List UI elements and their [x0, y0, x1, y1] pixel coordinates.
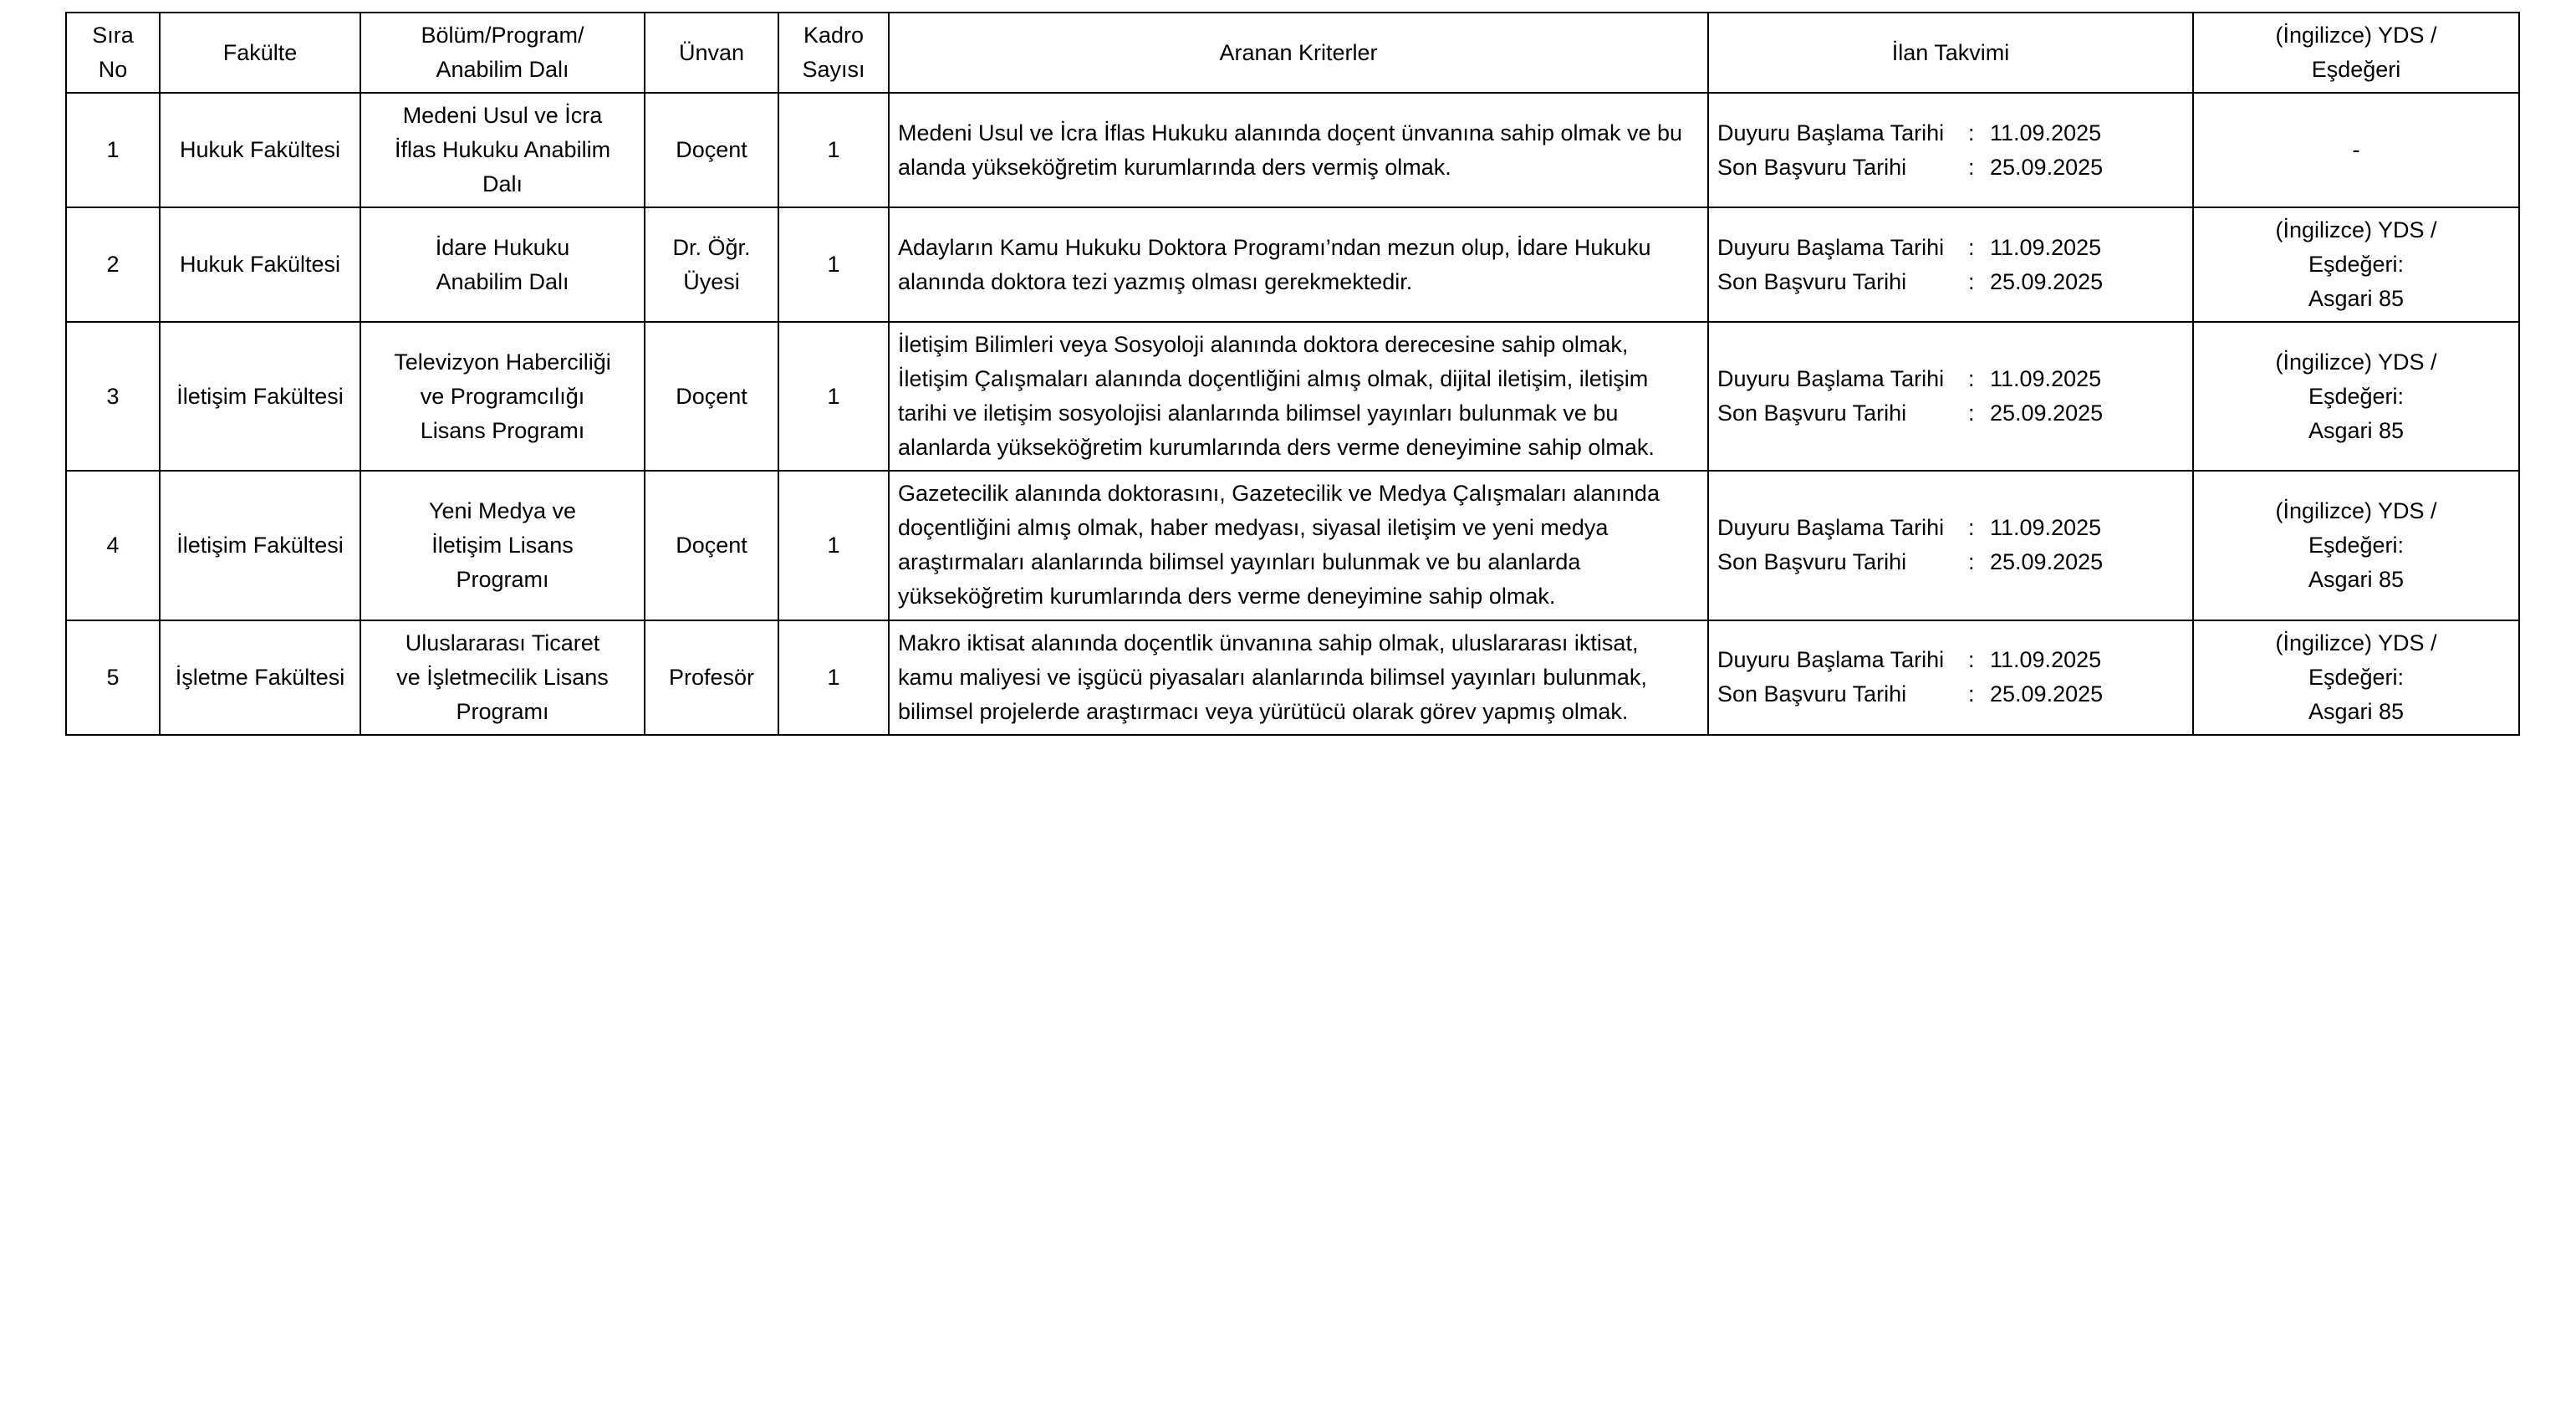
takvim-separator: : — [1968, 681, 1975, 707]
takvim-line — [1717, 265, 2184, 299]
cell-fakulte-line: İşletme Fakültesi — [175, 664, 345, 690]
cell-unvan-line: Doçent — [676, 383, 747, 409]
header-cell-sira-no-line: Sıra — [92, 23, 134, 48]
cell-unvan-line: Profesör — [668, 664, 755, 690]
header-cell-ilan-takvimi-line: İlan Takvimi — [1891, 39, 2010, 65]
takvim-label: Duyuru Başlama Tarihi — [1717, 647, 1945, 673]
cell-ilan-takvimi — [1708, 207, 2193, 322]
cell-yds-esdegeri-line: Eşdeğeri: — [2308, 252, 2405, 278]
cell-yds-esdegeri-line: Asgari 85 — [2308, 286, 2405, 312]
cell-fakulte — [160, 322, 360, 471]
header-cell-yds-esdegeri-line: (İngilizce) YDS / — [2275, 23, 2437, 48]
takvim-line — [1717, 231, 2184, 265]
cell-ilan-takvimi — [1708, 322, 2193, 471]
takvim-date: 11.09.2025 — [1990, 647, 2102, 673]
takvim-separator: : — [1968, 154, 1975, 180]
cell-bolum-program — [360, 471, 645, 620]
takvim-label: Duyuru Başlama Tarihi — [1717, 120, 1945, 145]
takvim-date: 11.09.2025 — [1990, 234, 2102, 260]
cell-bolum-program-line: Medeni Usul ve İcra — [402, 103, 603, 129]
takvim-line — [1717, 396, 2184, 431]
kriter-paragraph: Gazetecilik alanında doktorasını, Gazetecilik ve Medya Çalışmaları alanında doçentliğini almış olmak, haber medyası, siyasal iletişim ve yeni medya araştırmaları alanlarında bilimsel yayınları bulunmak ve bu alanlarda yükseköğretim kurumlarında ders verme deneyimine sahip olmak. — [898, 481, 1660, 610]
takvim-date: 11.09.2025 — [1990, 515, 2102, 541]
header-cell-sira-no — [66, 13, 160, 93]
cell-yds-esdegeri-line: Eşdeğeri: — [2308, 532, 2405, 558]
cell-aranan-kriterler — [889, 620, 1708, 735]
cell-sira-no: 2 — [66, 207, 160, 322]
cell-yds-esdegeri — [2193, 322, 2519, 471]
takvim-separator: : — [1968, 268, 1975, 294]
cell-bolum-program-line: Televizyon Haberciliği — [394, 349, 611, 375]
cell-aranan-kriterler — [889, 93, 1708, 207]
cell-yds-esdegeri-line: Asgari 85 — [2308, 698, 2405, 724]
takvim-label: Son Başvuru Tarihi — [1717, 268, 1907, 294]
header-cell-ilan-takvimi — [1708, 13, 2193, 93]
header-cell-kadro-sayisi-line: Sayısı — [802, 57, 865, 83]
cell-bolum-program — [360, 620, 645, 735]
header-cell-sira-no-line: No — [98, 57, 128, 83]
cell-bolum-program — [360, 207, 645, 322]
table-header — [66, 13, 2519, 93]
cell-unvan-line: Üyesi — [683, 268, 740, 294]
cell-kadro-sayisi: 1 — [778, 322, 889, 471]
table-row — [66, 207, 2519, 322]
cell-sira-no: 4 — [66, 471, 160, 620]
cell-bolum-program-line: Dalı — [482, 171, 523, 197]
cell-fakulte — [160, 207, 360, 322]
cell-bolum-program-line: Lisans Programı — [420, 417, 585, 443]
cell-sira-no: 5 — [66, 620, 160, 735]
header-cell-unvan — [645, 13, 778, 93]
cell-bolum-program-line: İdare Hukuku — [435, 234, 570, 260]
cell-unvan-line: Doçent — [676, 532, 747, 558]
cell-unvan — [645, 207, 778, 322]
cell-fakulte-line: İletişim Fakültesi — [176, 532, 344, 558]
cell-yds-esdegeri-line: (İngilizce) YDS / — [2275, 217, 2437, 243]
akademik-kadro-ilan-tablosu — [65, 12, 2520, 736]
takvim-date: 25.09.2025 — [1990, 154, 2104, 180]
header-cell-kadro-sayisi-line: Kadro — [803, 23, 865, 48]
takvim-label: Duyuru Başlama Tarihi — [1717, 366, 1945, 392]
cell-bolum-program-line: ve İşletmecilik Lisans — [396, 664, 609, 690]
takvim-date: 11.09.2025 — [1990, 120, 2102, 145]
cell-bolum-program-line: ve Programcılığı — [420, 383, 585, 409]
takvim-line — [1717, 677, 2184, 712]
cell-yds-esdegeri-line: (İngilizce) YDS / — [2275, 497, 2437, 523]
takvim-line — [1717, 643, 2184, 677]
header-cell-yds-esdegeri — [2193, 13, 2519, 93]
takvim-line — [1717, 362, 2184, 396]
cell-unvan — [645, 322, 778, 471]
takvim-date: 11.09.2025 — [1990, 366, 2102, 392]
header-row — [66, 13, 2519, 93]
takvim-date: 25.09.2025 — [1990, 400, 2104, 426]
takvim-label: Son Başvuru Tarihi — [1717, 400, 1907, 426]
cell-bolum-program-line: Yeni Medya ve — [428, 497, 577, 523]
header-cell-kadro-sayisi — [778, 13, 889, 93]
takvim-separator: : — [1968, 647, 1975, 673]
cell-ilan-takvimi — [1708, 93, 2193, 207]
cell-bolum-program — [360, 322, 645, 471]
takvim-label: Duyuru Başlama Tarihi — [1717, 234, 1945, 260]
cell-yds-esdegeri — [2193, 620, 2519, 735]
cell-fakulte-line: Hukuk Fakültesi — [179, 137, 341, 163]
cell-bolum-program-line: Programı — [456, 698, 549, 724]
cell-bolum-program-line: İletişim Lisans — [431, 532, 574, 558]
takvim-label: Son Başvuru Tarihi — [1717, 549, 1907, 575]
cell-aranan-kriterler — [889, 471, 1708, 620]
table-body — [66, 93, 2519, 735]
takvim-date: 25.09.2025 — [1990, 268, 2104, 294]
takvim-line — [1717, 150, 2184, 185]
cell-unvan — [645, 471, 778, 620]
table-row — [66, 620, 2519, 735]
cell-yds-esdegeri-line: (İngilizce) YDS / — [2275, 349, 2437, 375]
table-row — [66, 93, 2519, 207]
cell-bolum-program-line: Anabilim Dalı — [436, 268, 569, 294]
cell-yds-esdegeri-line: Eşdeğeri: — [2308, 383, 2405, 409]
cell-unvan-line: Dr. Öğr. — [672, 234, 751, 260]
cell-unvan — [645, 620, 778, 735]
header-cell-bolum-program-anabilim-dali-line: Anabilim Dalı — [436, 57, 569, 83]
takvim-line — [1717, 545, 2184, 579]
kriter-paragraph: Adayların Kamu Hukuku Doktora Programı’ndan mezun olup, İdare Hukuku alanında doktora tezi yazmış olması gerekmektedir. — [898, 234, 1651, 294]
cell-ilan-takvimi — [1708, 471, 2193, 620]
cell-sira-no: 3 — [66, 322, 160, 471]
cell-kadro-sayisi: 1 — [778, 471, 889, 620]
cell-unvan — [645, 93, 778, 207]
header-cell-unvan-line: Ünvan — [678, 39, 745, 65]
takvim-line — [1717, 511, 2184, 545]
cell-bolum-program-line: İflas Hukuku Anabilim — [394, 137, 611, 163]
table-row — [66, 322, 2519, 471]
kriter-paragraph: Makro iktisat alanında doçentlik ünvanına sahip olmak, uluslararası iktisat, kamu maliyesi ve işgücü piyasaları alanlarında bilimsel yayınları bulunmak, bilimsel projelerde araştırmacı veya yürütücü olarak görev yapmış olmak. — [898, 630, 1647, 724]
cell-sira-no: 1 — [66, 93, 160, 207]
cell-yds-esdegeri-line: Eşdeğeri: — [2308, 664, 2405, 690]
cell-yds-esdegeri-line: - — [2352, 137, 2360, 163]
cell-bolum-program-line: Programı — [456, 566, 549, 592]
takvim-label: Son Başvuru Tarihi — [1717, 681, 1907, 707]
cell-aranan-kriterler — [889, 322, 1708, 471]
header-cell-fakulte-line: Fakülte — [222, 39, 298, 65]
cell-yds-esdegeri-line: Asgari 85 — [2308, 566, 2405, 592]
takvim-label: Son Başvuru Tarihi — [1717, 154, 1907, 180]
cell-kadro-sayisi: 1 — [778, 207, 889, 322]
header-cell-bolum-program-anabilim-dali-line: Bölüm/Program/ — [421, 23, 584, 48]
takvim-line — [1717, 116, 2184, 150]
cell-ilan-takvimi — [1708, 620, 2193, 735]
cell-fakulte-line: İletişim Fakültesi — [176, 383, 344, 409]
cell-bolum-program — [360, 93, 645, 207]
header-cell-bolum-program-anabilim-dali — [360, 13, 645, 93]
header-cell-fakulte — [160, 13, 360, 93]
cell-kadro-sayisi: 1 — [778, 93, 889, 207]
cell-fakulte — [160, 471, 360, 620]
takvim-separator: : — [1968, 400, 1975, 426]
cell-yds-esdegeri-line: (İngilizce) YDS / — [2275, 630, 2437, 655]
takvim-separator: : — [1968, 366, 1975, 392]
takvim-date: 25.09.2025 — [1990, 681, 2104, 707]
takvim-date: 25.09.2025 — [1990, 549, 2104, 575]
cell-fakulte — [160, 620, 360, 735]
takvim-separator: : — [1968, 549, 1975, 575]
cell-fakulte-line: Hukuk Fakültesi — [179, 252, 341, 278]
takvim-separator: : — [1968, 120, 1975, 145]
header-cell-yds-esdegeri-line: Eşdeğeri — [2311, 57, 2401, 83]
cell-yds-esdegeri — [2193, 207, 2519, 322]
takvim-separator: : — [1968, 515, 1975, 541]
header-cell-aranan-kriterler — [889, 13, 1708, 93]
header-cell-aranan-kriterler-line: Aranan Kriterler — [1219, 39, 1378, 65]
cell-fakulte — [160, 93, 360, 207]
kriter-paragraph: Medeni Usul ve İcra İflas Hukuku alanında doçent ünvanına sahip olmak ve bu alanda yükseköğretim kurumlarında ders vermiş olmak. — [898, 120, 1683, 180]
table-row — [66, 471, 2519, 620]
cell-kadro-sayisi: 1 — [778, 620, 889, 735]
kriter-paragraph: İletişim Bilimleri veya Sosyoloji alanında doktora derecesine sahip olmak, İletişim Çalışmaları alanında doçentliğini almış olmak, dijital iletişim, iletişim tarihi ve iletişim sosyolojisi alanlarında bilimsel yayınları bulunmak ve bu alanlarda yükseköğretim kurumlarında ders verme deneyimine sahip olmak. — [898, 332, 1655, 461]
cell-yds-esdegeri-line: Asgari 85 — [2308, 417, 2405, 443]
cell-aranan-kriterler — [889, 207, 1708, 322]
cell-bolum-program-line: Uluslararası Ticaret — [405, 630, 600, 655]
takvim-separator: : — [1968, 234, 1975, 260]
takvim-label: Duyuru Başlama Tarihi — [1717, 515, 1945, 541]
cell-yds-esdegeri — [2193, 471, 2519, 620]
cell-unvan-line: Doçent — [676, 137, 747, 163]
cell-yds-esdegeri — [2193, 93, 2519, 207]
